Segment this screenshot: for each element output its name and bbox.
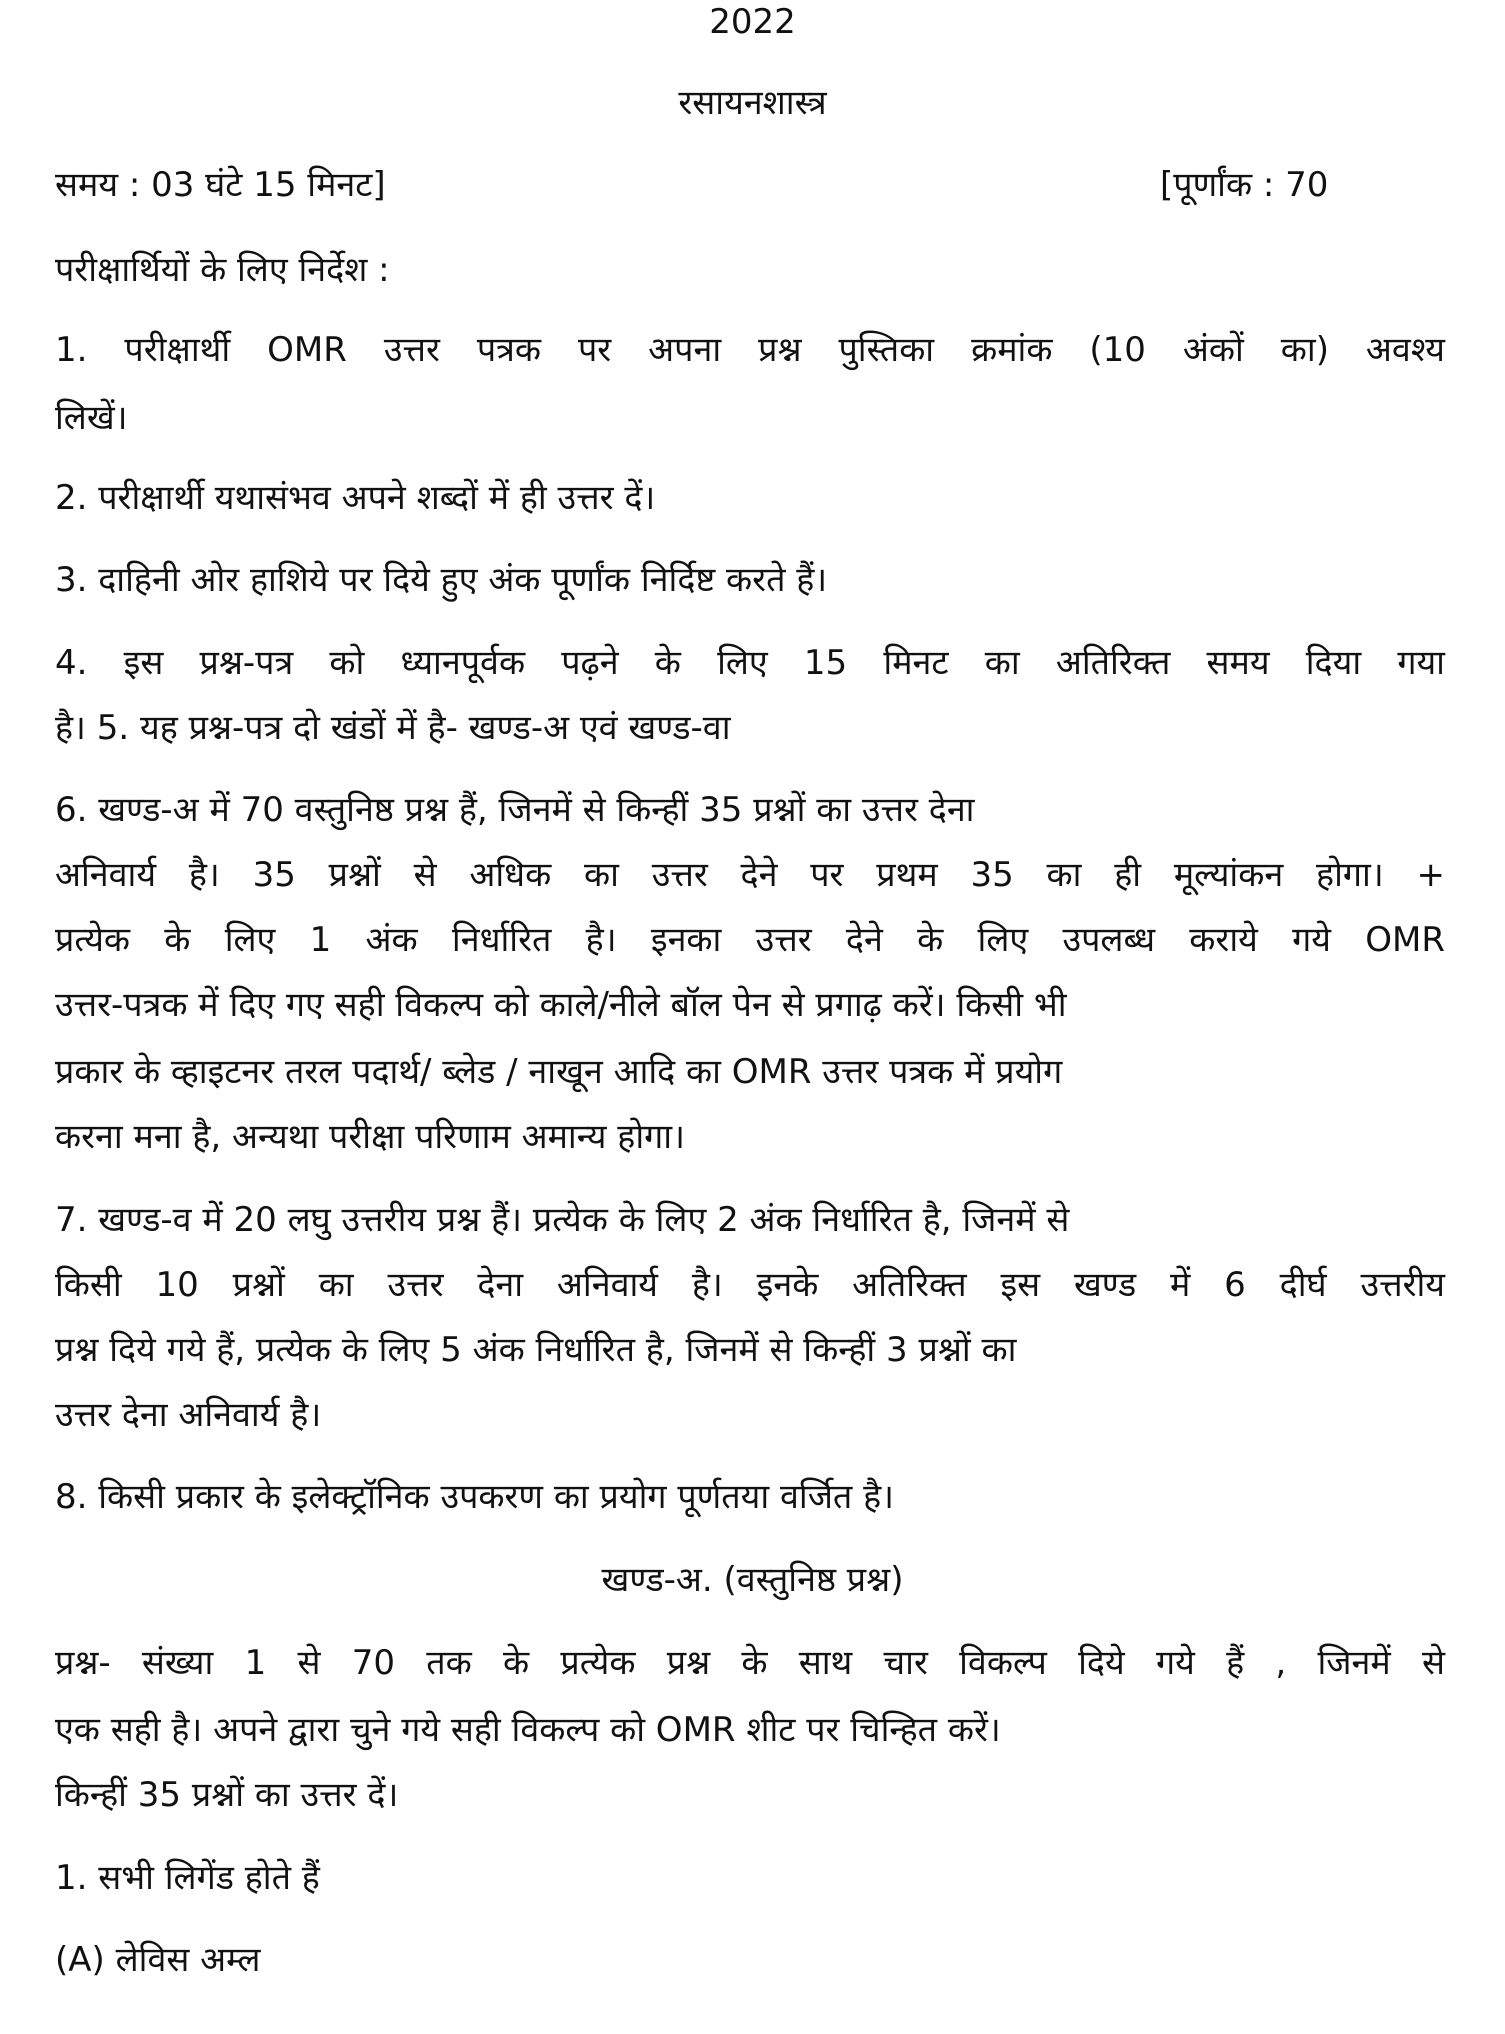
- section-intro-line: किन्हीं 35 प्रश्नों का उत्तर दें।: [55, 1775, 399, 1815]
- instructions-heading: परीक्षार्थियों के लिए निर्देश :: [55, 250, 390, 290]
- instruction-line: किसी 10 प्रश्नों का उत्तर देना अनिवार्य है। इनके अतिरिक्त इस खण्ड में 6 दीर्घ उत्तरीय: [55, 1265, 1445, 1305]
- section-intro-line: प्रश्न- संख्या 1 से 70 तक के प्रत्येक प्रश्न के साथ चार विकल्प दिये गये हैं , जिनमें से: [55, 1643, 1445, 1683]
- instruction-line: उत्तर-पत्रक में दिए गए सही विकल्प को काले/नीले बॉल पेन से प्रगाढ़ करें। किसी भी: [55, 985, 1067, 1025]
- instruction-line: 8. किसी प्रकार के इलेक्ट्रॉनिक उपकरण का प्रयोग पूर्णतया वर्जित है।: [55, 1477, 895, 1517]
- instruction-line: है। 5. यह प्रश्न-पत्र दो खंडों में है- खण्ड-अ एवं खण्ड-वा: [55, 708, 731, 748]
- full-marks: [पूर्णांक : 70: [1160, 165, 1329, 205]
- question-option: (A) लेविस अम्ल: [55, 1940, 261, 1980]
- instruction-line: प्रकार के व्हाइटनर तरल पदार्थ/ ब्लेड / नाखून आदि का OMR उत्तर पत्रक में प्रयोग: [55, 1052, 1063, 1092]
- exam-year: 2022: [709, 2, 796, 42]
- section-intro-line: एक सही है। अपने द्वारा चुने गये सही विकल्प को OMR शीट पर चिन्हित करें।: [55, 1710, 1001, 1750]
- instruction-line: करना मना है, अन्यथा परीक्षा परिणाम अमान्य होगा।: [55, 1117, 685, 1157]
- instruction-line: 6. खण्ड-अ में 70 वस्तुनिष्ठ प्रश्न हैं, जिनमें से किन्हीं 35 प्रश्नों का उत्तर देना: [55, 790, 975, 830]
- instruction-line: प्रश्न दिये गये हैं, प्रत्येक के लिए 5 अंक निर्धारित है, जिनमें से किन्हीं 3 प्रश्नों का: [55, 1330, 1017, 1370]
- subject-title: रसायनशास्त्र: [678, 83, 827, 123]
- instruction-line: 3. दाहिनी ओर हाशिये पर दिये हुए अंक पूर्णांक निर्दिष्ट करते हैं।: [55, 560, 828, 600]
- question-text: 1. सभी लिगेंड होते हैं: [55, 1858, 320, 1898]
- exam-time: समय : 03 घंटे 15 मिनट]: [55, 165, 386, 205]
- instruction-line: 7. खण्ड-व में 20 लघु उत्तरीय प्रश्न हैं। प्रत्येक के लिए 2 अंक निर्धारित है, जिनमें से: [55, 1200, 1070, 1240]
- instruction-line: प्रत्येक के लिए 1 अंक निर्धारित है। इनका उत्तर देने के लिए उपलब्ध कराये गये OMR: [55, 920, 1445, 960]
- instruction-line: 4. इस प्रश्न-पत्र को ध्यानपूर्वक पढ़ने के लिए 15 मिनट का अतिरिक्त समय दिया गया: [55, 643, 1445, 683]
- instruction-line: उत्तर देना अनिवार्य है।: [55, 1395, 322, 1435]
- instruction-line: 2. परीक्षार्थी यथासंभव अपने शब्दों में ही उत्तर दें।: [55, 478, 656, 518]
- instruction-line: लिखें।: [55, 398, 128, 438]
- section-title: खण्ड-अ. (वस्तुनिष्ठ प्रश्न): [601, 1560, 904, 1600]
- instruction-line: अनिवार्य है। 35 प्रश्नों से अधिक का उत्तर देने पर प्रथम 35 का ही मूल्यांकन होगा। +: [55, 855, 1445, 895]
- instruction-line: 1. परीक्षार्थी OMR उत्तर पत्रक पर अपना प्रश्न पुस्तिका क्रमांक (10 अंकों का) अवश्य: [55, 330, 1445, 370]
